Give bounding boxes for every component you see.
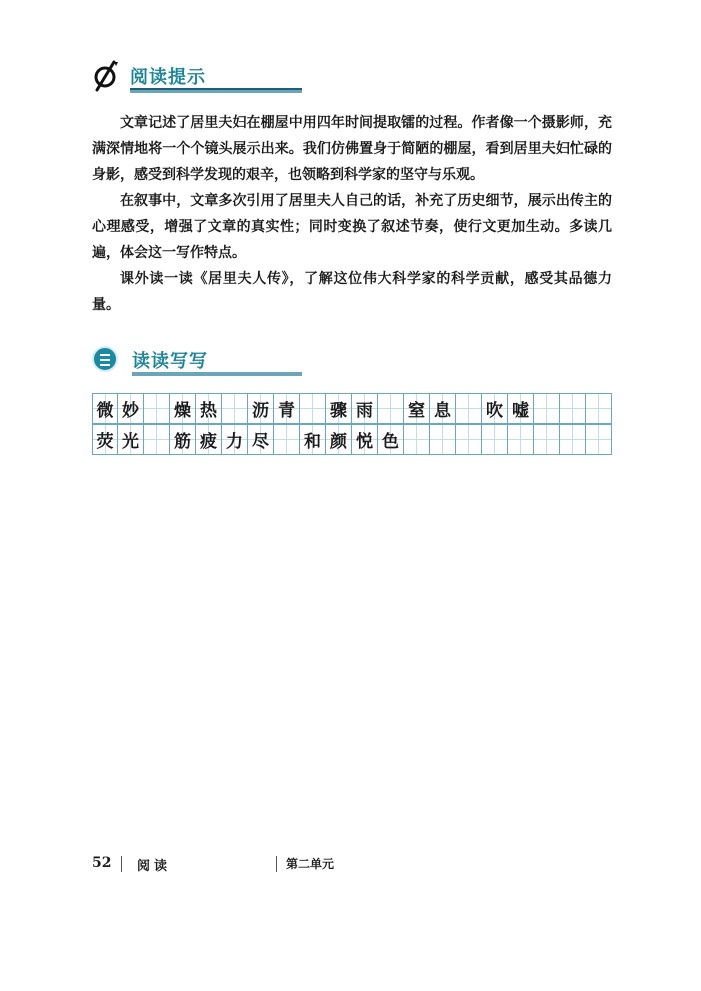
grid-cell	[482, 424, 508, 455]
grid-cell	[534, 424, 560, 455]
grid-cell	[560, 393, 586, 424]
read-write-title: 读读写写	[132, 351, 208, 372]
grid-cell: 和	[300, 424, 326, 455]
grid-cell	[404, 424, 430, 455]
grid-cell: 筋	[170, 424, 196, 455]
grid-row	[92, 393, 612, 424]
grid-cell	[144, 424, 170, 455]
grid-cell: 热	[196, 393, 222, 424]
grid-cell	[222, 393, 248, 424]
grid-cell	[534, 393, 560, 424]
title-underline	[132, 372, 302, 376]
grid-cell	[430, 424, 456, 455]
grid-cell: 力	[222, 424, 248, 455]
footer-section: 阅读	[137, 859, 172, 874]
grid-cell	[456, 424, 482, 455]
grid-cell: 青	[274, 393, 300, 424]
grid-cell: 色	[378, 424, 404, 455]
grid-cell: 疲	[196, 424, 222, 455]
grid-cell	[560, 424, 586, 455]
grid-cell: 燥	[170, 393, 196, 424]
grid-cell: 窒	[404, 393, 430, 424]
page-number: 52	[92, 855, 112, 871]
grid-cell: 光	[118, 424, 144, 455]
grid-cell	[300, 393, 326, 424]
grid-cell: 雨	[352, 393, 378, 424]
grid-cell: 骤	[326, 393, 352, 424]
grid-row	[92, 424, 612, 455]
grid-cell: 嘘	[508, 393, 534, 424]
character-grid	[92, 393, 612, 455]
grid-cell: 悦	[352, 424, 378, 455]
grid-cell	[508, 424, 534, 455]
grid-cell	[378, 393, 404, 424]
hint-paragraph-3: 课外读一读《居里夫人传》，了解这位伟大科学家的科学贡献，感受其品德力量。	[92, 271, 612, 313]
grid-cell	[586, 424, 612, 455]
hint-paragraph-1: 文章记述了居里夫妇在棚屋中用四年时间提取镭的过程。作者像一个摄影师，充满深情地将一个个镜头展示出来。我们仿佛置身于简陋的棚屋，看到居里夫妇忙碌的身影，感受到科学发现的艰辛，也领略到科学家的坚守与乐观。	[92, 115, 612, 183]
grid-cell: 荧	[92, 424, 118, 455]
footer-unit: 第二单元	[286, 857, 335, 871]
footer-divider	[276, 856, 277, 872]
grid-cell	[456, 393, 482, 424]
grid-cell: 息	[430, 393, 456, 424]
title-underline-dark	[130, 88, 302, 90]
grid-cell	[144, 393, 170, 424]
footer-divider	[121, 856, 122, 872]
grid-cell: 颜	[326, 424, 352, 455]
grid-cell	[274, 424, 300, 455]
reading-hint-title: 阅读提示	[130, 67, 206, 88]
grid-cell: 尽	[248, 424, 274, 455]
compass-icon	[92, 60, 122, 92]
grid-cell: 妙	[118, 393, 144, 424]
three-bars-icon	[92, 346, 118, 372]
grid-cell: 沥	[248, 393, 274, 424]
hint-paragraph-2: 在叙事中，文章多次引用了居里夫人自己的话，补充了历史细节，展示出传主的心理感受，增强了文章的真实性；同时变换了叙述节奏，使行文更加生动。多读几遍，体会这一写作特点。	[92, 193, 612, 261]
grid-cell	[586, 393, 612, 424]
grid-cell: 微	[92, 393, 118, 424]
grid-cell: 吹	[482, 393, 508, 424]
